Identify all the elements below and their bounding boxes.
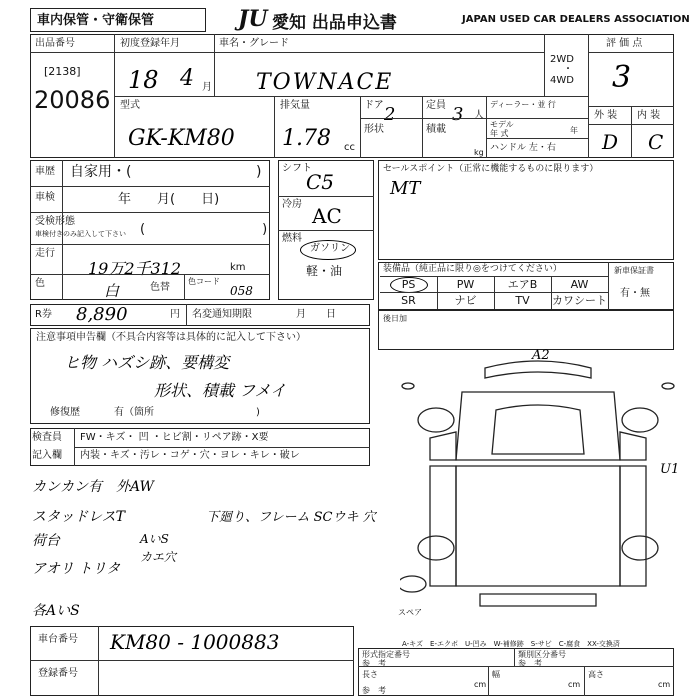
displacement-label: 排気量	[280, 100, 310, 111]
color-code-label: 色コード	[188, 277, 220, 286]
notes-line-1: ヒ物 ハズシ跡、要構変	[64, 353, 230, 372]
mileage-label: 走行	[35, 248, 55, 259]
seller-label: 後日加	[383, 314, 407, 323]
dealer-label: ディーラー・並 行	[490, 100, 556, 109]
handle-label: ハンドル 左・右	[490, 143, 556, 153]
fuel-label: 燃料	[282, 233, 302, 244]
color-value: 白	[104, 282, 120, 300]
grade-label: 評 価 点	[606, 38, 643, 49]
warranty-label: 新車保証書	[614, 266, 654, 275]
inspector-side-cargo2: カエ穴	[140, 550, 177, 564]
class-number-sub: 参 考	[518, 659, 542, 668]
car-name: TOWNACE	[256, 70, 394, 95]
diagram-top-mark: A2	[532, 348, 550, 363]
equipment-item: PS	[380, 276, 438, 293]
inspector-row-1: FW・キズ・ 凹 ・ヒビ割・リペア跡・X要	[80, 432, 269, 443]
storage-box	[30, 8, 206, 32]
name-change-value: 月 日	[296, 309, 336, 320]
first-reg-year: 18	[128, 66, 159, 94]
drive-dot: ・	[563, 64, 573, 75]
height-unit: cm	[658, 680, 671, 689]
color-label: 色	[35, 278, 45, 289]
displacement-value: 1.78	[282, 126, 331, 151]
length-unit: cm	[474, 680, 487, 689]
chassis-value: KM80 - 1000883	[110, 630, 280, 654]
shift-value: C5	[306, 170, 335, 194]
inspector-row-2: 内装・キズ・汚レ・コゲ・穴・ヨレ・キレ・破レ	[80, 450, 300, 461]
equipment-item: SR	[380, 292, 438, 309]
right-mirror-icon	[662, 383, 674, 389]
inspection-label: 車検	[35, 192, 55, 203]
front-bumper	[485, 361, 591, 378]
inspector-side-under: 下廻り、フレーム SCウキ 穴	[206, 510, 376, 525]
equipment-item: カワシート	[552, 294, 607, 307]
aircon-label: 冷房	[282, 199, 302, 210]
mileage-unit: km	[230, 262, 246, 273]
color-code-value: 058	[230, 284, 253, 298]
exterior-grade: D	[602, 130, 619, 154]
equipment-item: PW	[437, 276, 495, 293]
interior-grade: C	[648, 130, 664, 154]
inspector-note-1: カンカン有 外AW	[32, 479, 154, 495]
sales-point-value: MT	[390, 178, 421, 199]
mileage-value: 19万2千312	[88, 259, 182, 278]
car-name-label: 車名・グレード	[219, 38, 289, 49]
spare-tire-icon	[400, 576, 426, 592]
left-door	[430, 432, 456, 460]
equipment-label: 装備品（純正品に限り◎をつけてください）	[383, 264, 562, 274]
capacity-value: 3	[452, 104, 464, 125]
repair-value: 有（箇所	[114, 407, 154, 418]
first-reg-month: 4	[180, 66, 194, 91]
inspector-side-cargo: AいS	[140, 532, 169, 546]
spare-label: スペア	[398, 608, 422, 617]
interior-label: 内 装	[637, 110, 661, 121]
type-label: 型式	[120, 100, 140, 111]
ju-logo: JU	[238, 6, 268, 32]
association-name: JAPAN USED CAR DEALERS ASSOCIATION	[462, 14, 690, 25]
test-type-note: 車検付きのみ記入して下さい	[35, 230, 126, 238]
inspector-note-2: スタッドレスT	[32, 509, 125, 525]
fuel-value: ガソリン	[310, 243, 350, 254]
inspection-value: 年 月( 日)	[118, 192, 220, 207]
seller-block	[378, 310, 674, 350]
equipment-item: エアB	[494, 276, 552, 293]
damage-legend: A-キズ E-エクボ U-凹み W-補修跡 S-サビ C-腐食 XX-交換済	[402, 640, 620, 648]
month-unit: 月	[202, 82, 212, 93]
rear-bumper	[480, 594, 596, 606]
sales-point-label: セールスポイント（正常に機能するものに限ります）	[383, 164, 599, 174]
history-label: 車歴	[35, 166, 55, 177]
inspector-note-4: アオリ トリタ	[32, 561, 121, 577]
equipment-circle	[390, 277, 428, 293]
doors-value: 2	[384, 104, 396, 125]
history-close: )	[256, 164, 262, 180]
cargo-bed	[456, 466, 620, 586]
recycle-label: R券	[35, 309, 52, 320]
color-swap-label: 色替	[150, 282, 170, 293]
shift-label: シフト	[282, 163, 312, 174]
car-damage-diagram	[400, 350, 676, 640]
load-unit: kg	[474, 148, 484, 157]
shape-label: 形状	[364, 124, 384, 135]
model-year-label: モデル 年 式	[490, 120, 514, 138]
roof-outline	[492, 405, 584, 454]
warranty-value: 有・無	[620, 288, 650, 299]
test-type-label: 受検形態	[35, 216, 75, 227]
test-type-paren: ( )	[140, 222, 268, 237]
notes-line-2: 形状、積載 フメイ	[154, 381, 287, 400]
drive-2wd: 2WD	[550, 54, 574, 65]
height-label: 高さ	[588, 670, 604, 679]
form-number-sub: 参 考	[362, 659, 386, 668]
exterior-label: 外 装	[594, 110, 618, 121]
model-year-unit: 年	[570, 126, 578, 135]
class-number-label: 類別区分番号	[518, 650, 566, 659]
repair-label: 修復歴	[50, 407, 80, 418]
drive-4wd: 4WD	[550, 75, 574, 86]
aircon-value: AC	[312, 204, 342, 228]
capacity-label: 定員	[426, 100, 446, 111]
cab-outline	[456, 392, 620, 460]
right-door	[620, 432, 646, 460]
form-title: 愛知 出品申込書	[272, 13, 397, 33]
inspector-note-3: 荷台	[32, 533, 60, 549]
front-right-wheel-icon	[622, 408, 658, 432]
first-reg-label: 初度登録年月	[120, 38, 180, 49]
chassis-label: 車台番号	[38, 634, 78, 645]
inspector-label-2: 記入欄	[32, 450, 62, 461]
fuel-alt: 軽・油	[306, 264, 343, 278]
inspector-label-1: 検査員	[32, 432, 62, 443]
left-gate	[430, 466, 456, 586]
left-mirror-icon	[402, 383, 414, 389]
name-change-label: 名変通知期限	[192, 309, 252, 320]
cc-unit: cc	[344, 142, 355, 153]
diagram-side-mark: U1	[660, 462, 680, 477]
width-label: 幅	[492, 670, 500, 679]
front-left-wheel-icon	[418, 408, 454, 432]
load-label: 積載	[426, 124, 446, 135]
form-number-label: 形式指定番号	[362, 650, 410, 659]
rear-left-wheel-icon	[418, 536, 454, 560]
lot-label: 出品番号	[35, 38, 75, 49]
width-unit: cm	[568, 680, 581, 689]
history-value: 自家用・(	[70, 164, 132, 180]
repair-close: )	[256, 407, 260, 418]
inspector-note-5: 各AいS	[32, 603, 80, 619]
recycle-unit: 円	[170, 309, 180, 320]
doors-label: ドア	[364, 100, 384, 111]
lot-number: 20086	[34, 86, 111, 114]
capacity-unit: 人	[474, 110, 484, 121]
right-gate	[620, 466, 646, 586]
overall-grade: 3	[612, 60, 632, 95]
notes-label: 注意事項申告欄（不具合内容等は具体的に記入して下さい）	[36, 332, 306, 343]
storage-label: 車内保管・守衛保管	[37, 13, 155, 28]
equipment-item: ナビ	[437, 292, 495, 309]
type-value: GK-KM80	[128, 126, 235, 151]
rear-right-wheel-icon	[622, 536, 658, 560]
ref-label: 参 考	[362, 686, 386, 695]
recycle-value: 8,890	[76, 304, 128, 325]
equipment-item: AW	[551, 276, 608, 293]
reg-number-label: 登録番号	[38, 668, 78, 679]
length-label: 長さ	[362, 670, 378, 679]
sales-point-block	[378, 160, 674, 260]
lot-sub-number: [2138]	[44, 65, 81, 78]
equipment-item: TV	[494, 292, 552, 309]
